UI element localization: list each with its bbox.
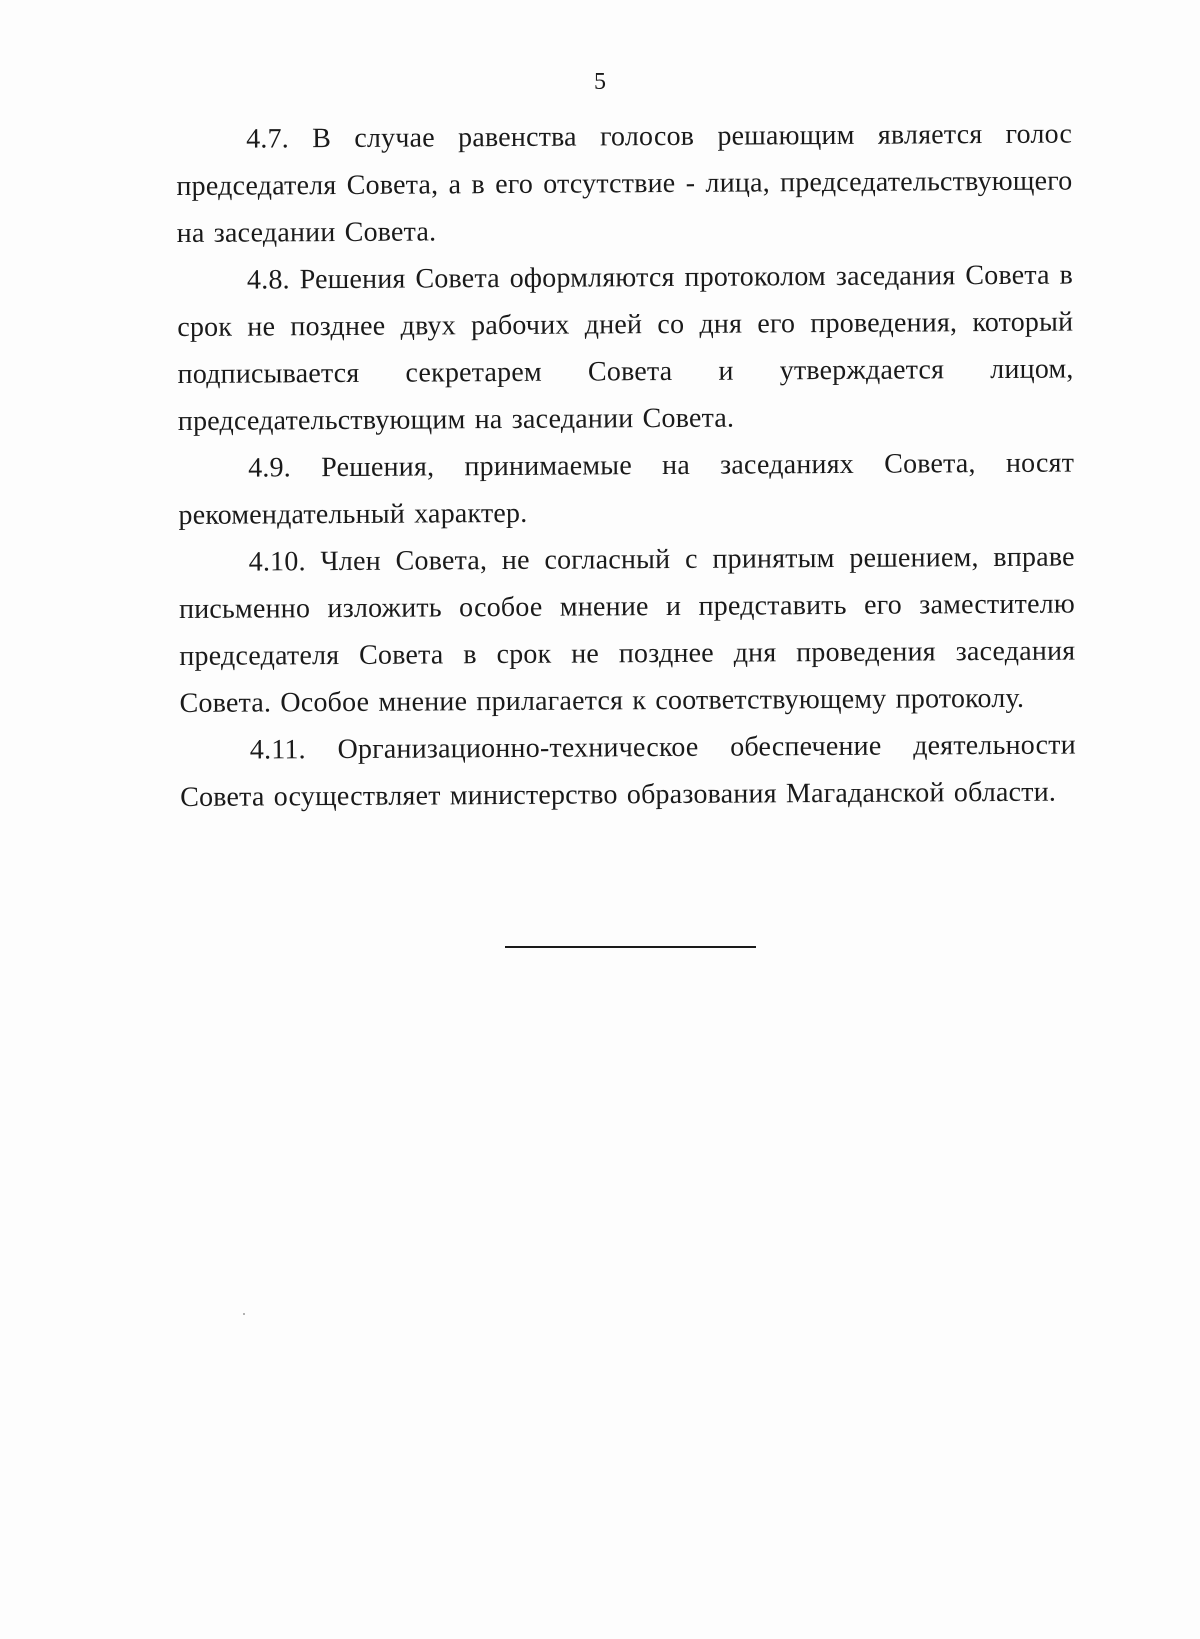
paragraph-4-8: 4.8. Решения Совета оформляются протоколом заседания Совета в срок не позднее двух рабочих дней со дня его проведения, который подписывается секретарем Совета и утверждается лицом, председательствующим на заседании Совета.	[177, 259, 1074, 437]
scan-speck	[243, 1313, 245, 1315]
paragraph-4-10: 4.10. Член Совета, не согласный с принятым решением, вправе письменно изложить особое мнение и представить его заместителю председателя Совета в срок не позднее дня проведения заседания Совета. Особое мнение прилагается к соответствующему протоколу.	[178, 541, 1076, 719]
document-body	[176, 111, 1076, 821]
paragraph-4-9: 4.9. Решения, принимаемые на заседаниях Совета, носят рекомендательный характер.	[178, 447, 1075, 531]
paragraph-4-7: 4.7. В случае равенства голосов решающим является голос председателя Совета, а в его отсутствие - лица, председательствующего на заседании Совета.	[176, 118, 1073, 249]
end-separator-line	[505, 946, 756, 948]
page-number: 5	[594, 69, 606, 95]
paragraph-4-11: 4.11. Организационно-техническое обеспечение деятельности Совета осуществляет министерство образования Магаданской области.	[180, 729, 1076, 813]
